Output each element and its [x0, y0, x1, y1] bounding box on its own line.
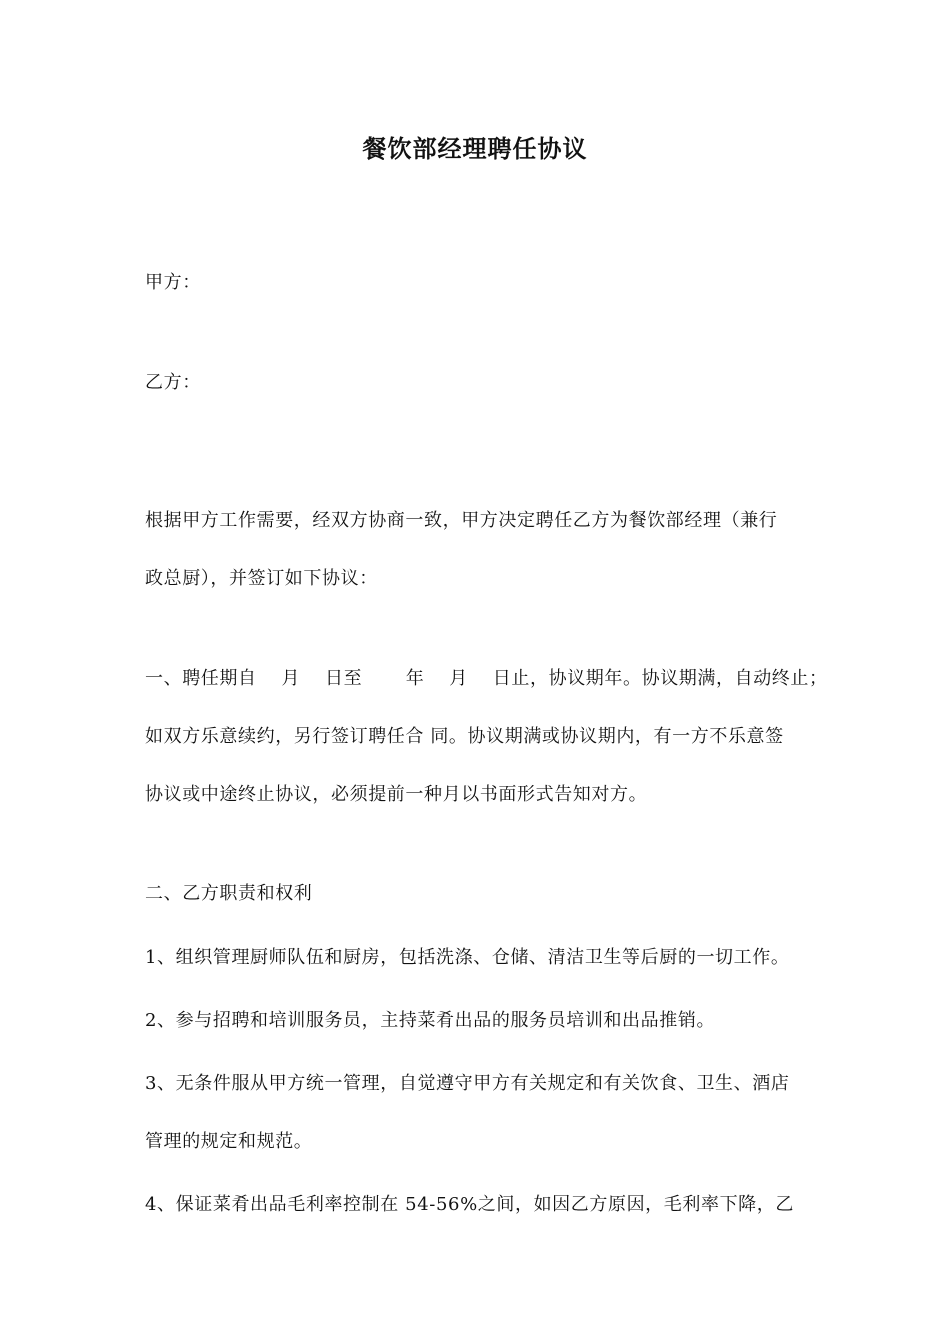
party-a-label: 甲方：: [145, 272, 201, 293]
section2-item-1: 1、组织管理厨师队伍和厨房，包括洗涤、仓储、清洁卫生等后厨的一切工作。: [145, 947, 790, 968]
section2-item-3-line-1: 3、无条件服从甲方统一管理，自觉遵守甲方有关规定和有关饮食、卫生、酒店: [145, 1073, 790, 1094]
party-b-label: 乙方：: [145, 372, 201, 393]
document-title: 餐饮部经理聘任协议: [362, 134, 588, 163]
section2-item-3-line-2: 管理的规定和规范。: [145, 1131, 313, 1152]
section1-line-3: 协议或中途终止协议，必须提前一种月以书面形式告知对方。: [145, 784, 648, 805]
section2-heading: 二、乙方职责和权利: [145, 883, 313, 904]
section1-line-1: 一、聘任期自 月 日至 年 月 日止，协议期年。协议期满，自动终止；: [145, 668, 828, 689]
section2-item-2: 2、参与招聘和培训服务员，主持菜肴出品的服务员培训和出品推销。: [145, 1010, 716, 1031]
section1-line-2: 如双方乐意续约，另行签订聘任合 同。协议期满或协议期内，有一方不乐意签: [145, 726, 784, 747]
section2-item-4-line-1: 4、保证菜肴出品毛利率控制在 54-56%之间，如因乙方原因，毛利率下降，乙: [145, 1194, 794, 1215]
intro-line-1: 根据甲方工作需要，经双方协商一致，甲方决定聘任乙方为餐饮部经理（兼行: [145, 510, 778, 531]
intro-line-2: 政总厨），并签订如下协议：: [145, 568, 378, 589]
